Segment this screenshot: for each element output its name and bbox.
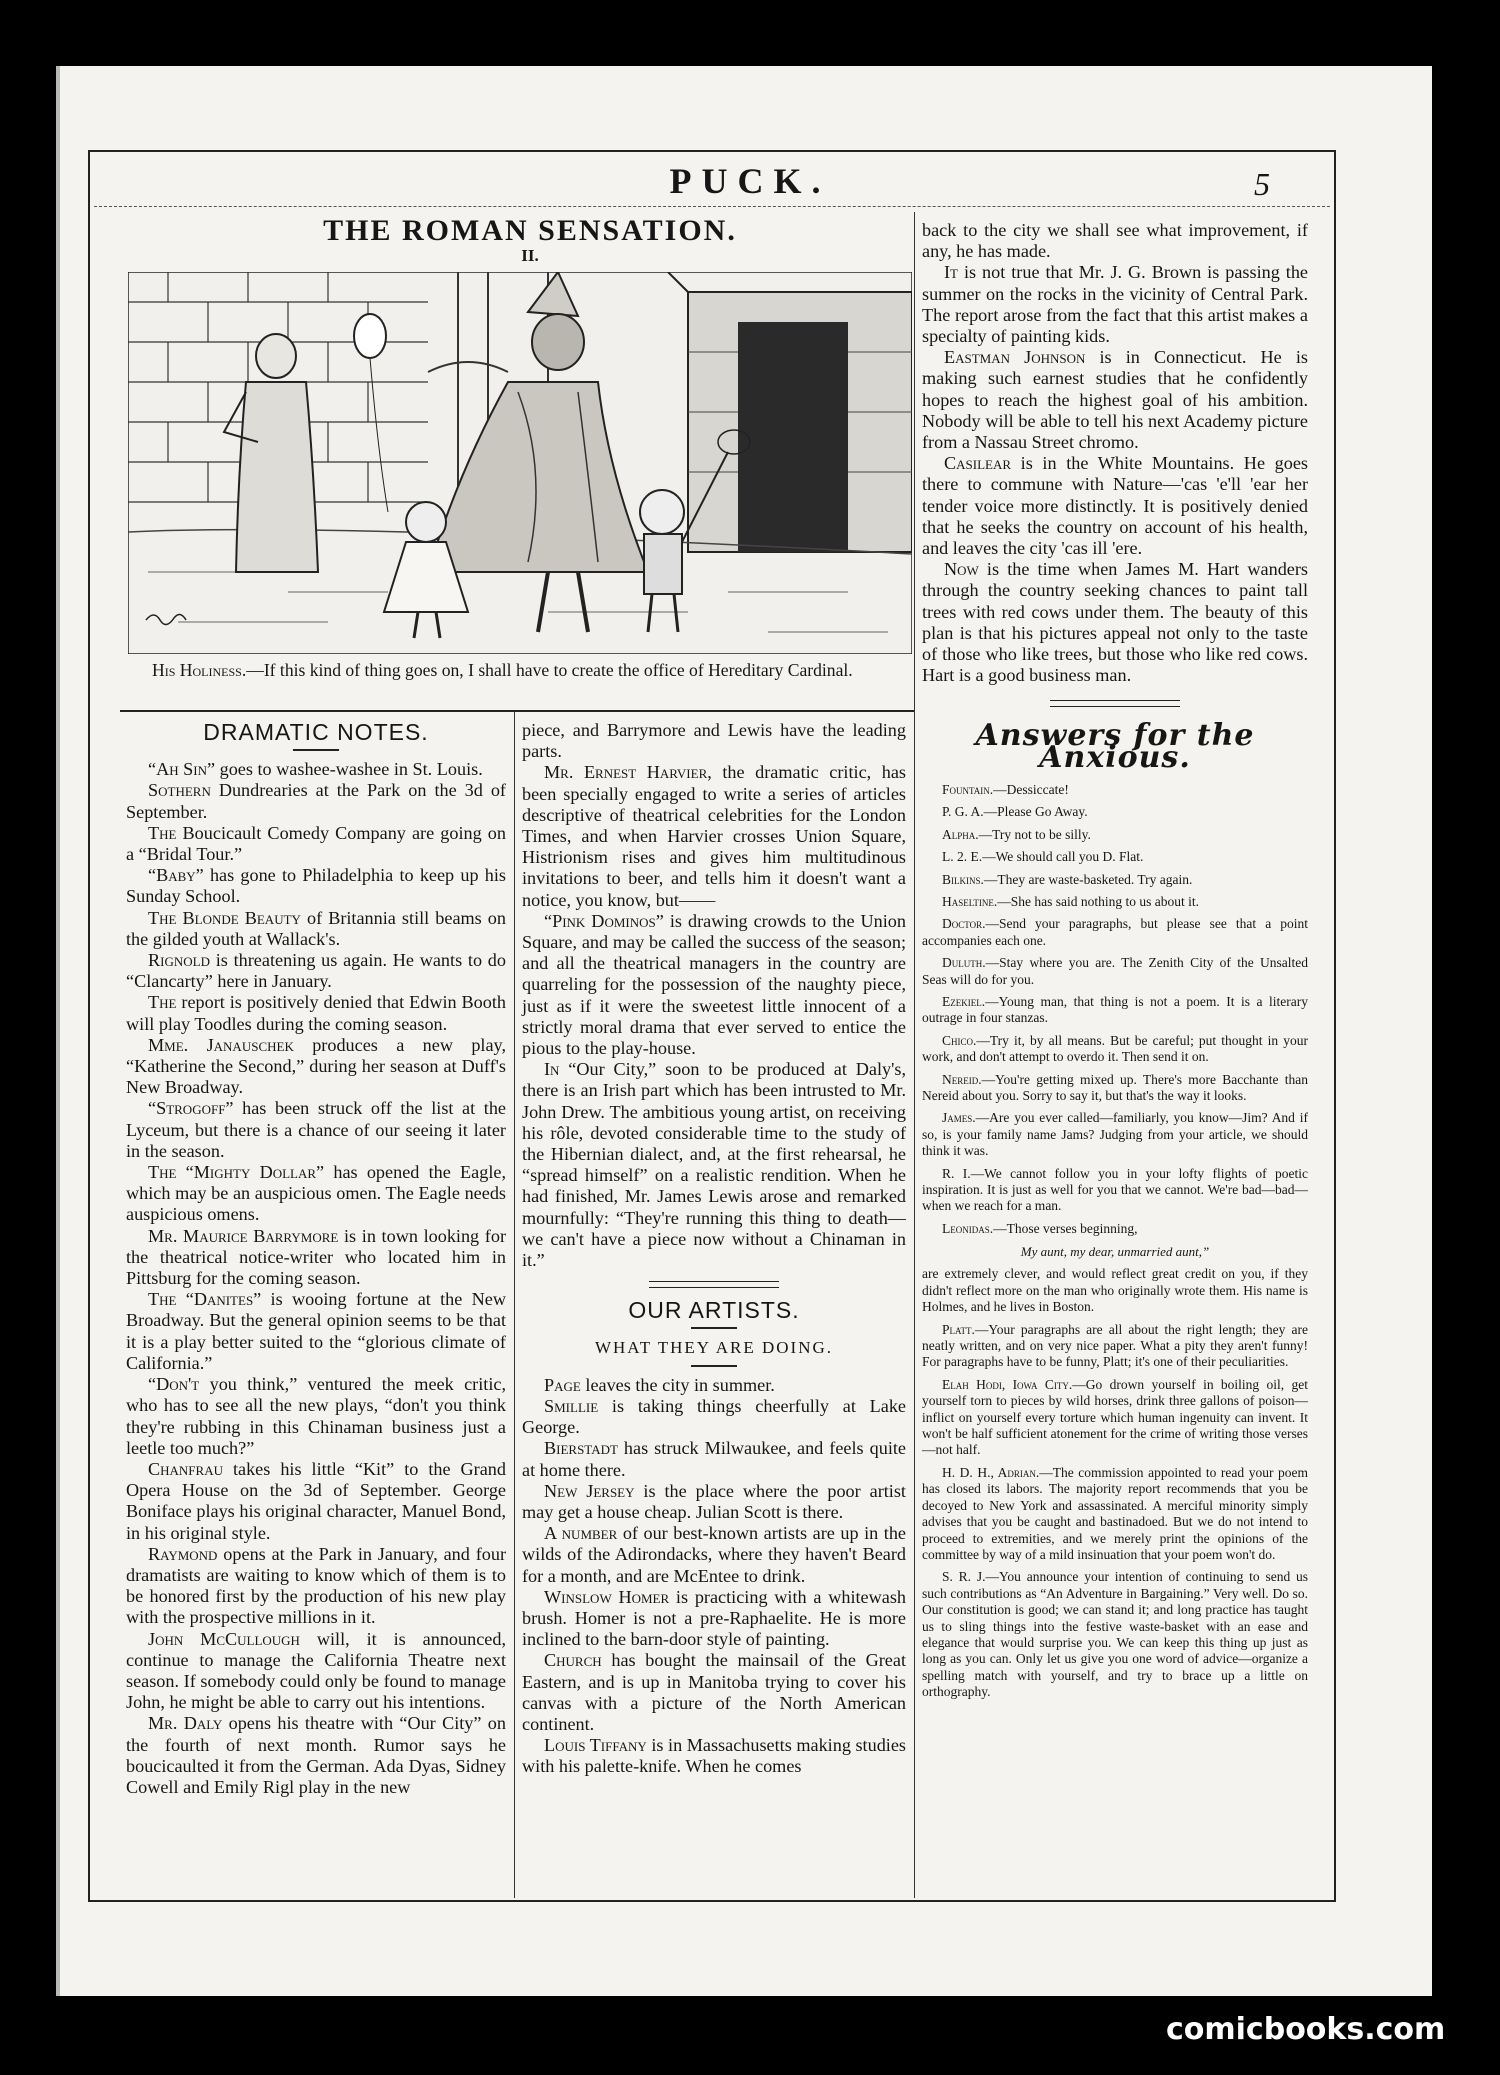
- paragraph-lead: Mme. Janauschek: [148, 1034, 294, 1055]
- paragraph: [922, 1322, 1308, 1371]
- paragraph-text: is practicing with a whitewash brush. Homer is not a pre-Raphaelite. He is more inclined to the barn-door style of painting.: [522, 1586, 906, 1650]
- paragraph-lead: Mr. Daly: [148, 1713, 223, 1734]
- answers-list: [922, 782, 1308, 1237]
- paragraph-lead: Alpha.: [942, 826, 979, 842]
- paragraph: [922, 453, 1308, 559]
- paragraph: [126, 865, 506, 907]
- paragraph: [922, 1221, 1308, 1237]
- paragraph-lead: John McCullough: [148, 1628, 300, 1649]
- paragraph: [126, 950, 506, 992]
- paragraph-text: is not true that Mr. J. G. Brown is passing the summer on the rocks in the vicinity of Central Park. The report arose from the fact that this artist makes a specialty of painting kids.: [922, 262, 1308, 347]
- cartoon-title: THE ROMAN SENSATION.: [323, 214, 737, 247]
- paragraph-text: —Your paragraphs are all about the right length; they are neatly written, and on very nice paper. What a pity they aren't funny! For paragraphs have to be funny, Platt; it's one of their peculiarities.: [922, 1321, 1308, 1370]
- paragraph-lead: Chico.: [942, 1032, 977, 1048]
- answers-quote: My aunt, my dear, unmarried aunt,”: [1020, 1244, 1210, 1260]
- header-rule: [94, 206, 1330, 207]
- paragraph-lead: Sothern: [148, 780, 211, 801]
- paragraph-lead: Chanfrau: [148, 1458, 223, 1479]
- paragraph: [522, 1587, 906, 1651]
- paragraph-text: has struck Milwaukee, and feels quite at home there.: [522, 1438, 906, 1480]
- paragraph-text: —Stay where you are. The Zenith City of the Unsalted Seas will do for you.: [922, 955, 1308, 987]
- right-paragraphs: [922, 262, 1308, 686]
- paragraph-text: —You're getting mixed up. There's more Bacchante than Nereid about you. Sorry to say it, but that's the way it looks.: [922, 1071, 1308, 1103]
- paragraph-lead: Fountain.: [942, 781, 994, 797]
- paragraph-lead: “Pink Dominos”: [544, 910, 664, 931]
- paragraph: [126, 1713, 506, 1798]
- paragraph-text: has opened the Eagle, which may be an auspicious omen. The Eagle needs auspicious omens.: [126, 1162, 506, 1225]
- paragraph: [922, 916, 1308, 949]
- continued-text: piece, and Barrymore and Lewis have the leading parts.: [522, 720, 906, 762]
- paragraph-lead: “Baby”: [148, 865, 204, 886]
- paragraph: [522, 1523, 906, 1587]
- paragraph-lead: Doctor.: [942, 916, 986, 932]
- paragraph: [922, 955, 1308, 988]
- paragraph: [126, 1226, 506, 1290]
- paragraph-text: Dundrearies at the Park on the 3d of September.: [126, 780, 506, 822]
- paragraph-text: of our best-known artists are up in the wilds of the Adirondacks, where they haven't Beard for a month, and are McEntee to drink.: [522, 1523, 906, 1586]
- paragraph: [126, 1544, 506, 1629]
- paragraph-lead: Winslow Homer: [544, 1586, 670, 1607]
- caption-speaker: His Holiness.: [152, 660, 247, 680]
- paragraph-text: produces a new play, “Katherine the Second,” during her season at Duff's New Broadway.: [126, 1034, 506, 1098]
- paragraph-text: —She has said nothing to us about it.: [997, 893, 1200, 909]
- answers-divider: [1050, 700, 1180, 707]
- paragraph-text: is threatening us again. He wants to do “Clancarty” here in January.: [126, 950, 506, 992]
- paragraph-lead: Smillie: [544, 1395, 599, 1416]
- paragraph-lead: Platt.: [942, 1321, 975, 1337]
- paragraph: [922, 894, 1308, 910]
- paragraph-text: is drawing crowds to the Union Square, and may be called the success of the season; and all the theatrical managers in the country are quarreling for the possession of the naughty piece, just as if it were the sweetest little innocent of a strictly moral drama that ever served to entice the pious to the play-house.: [522, 910, 906, 1059]
- paragraph-lead: “Strogoff”: [148, 1098, 234, 1119]
- paragraph-lead: Eastman Johnson: [944, 347, 1086, 368]
- paragraph: [922, 1569, 1308, 1700]
- paragraph-lead: S. R. J.: [942, 1569, 986, 1585]
- paragraph-text: of Britannia still beams on the gilded youth at Wallack's.: [126, 907, 506, 949]
- paragraph-text: goes to washee-washee in St. Louis.: [215, 759, 483, 780]
- paragraph-lead: Ezekiel.: [942, 993, 986, 1009]
- column-rule-middle: [514, 712, 515, 1898]
- paragraph-text: is wooing fortune at the New Broadway. But the general opinion seems to be that it is a play better suited to the “glorious climate of California.”: [126, 1289, 506, 1373]
- paragraph: [126, 823, 506, 865]
- paragraph: [126, 1459, 506, 1544]
- site-watermark: comicbooks.com: [1166, 2012, 1446, 2047]
- paragraph: [922, 1166, 1308, 1215]
- paragraph: [126, 1629, 506, 1714]
- paragraph: [522, 1396, 906, 1438]
- paragraph-text: has been struck off the list at the Lyceum, but there is a chance of our seeing it later in the season.: [126, 1098, 506, 1161]
- paragraph: [922, 872, 1308, 888]
- answers-title: Answers for the Anxious.: [975, 718, 1255, 775]
- paragraph-lead: Mr. Ernest Harvier: [544, 762, 708, 783]
- paragraph-lead: “Don't: [148, 1374, 200, 1395]
- right-column: [922, 220, 1308, 1707]
- paragraph-text: —Dessiccate!: [993, 781, 1069, 797]
- paragraph: [922, 1072, 1308, 1105]
- paragraph: [522, 1650, 906, 1735]
- paragraph-lead: James.: [942, 1110, 976, 1126]
- paragraph-lead: Church: [544, 1650, 602, 1671]
- paragraph-text: —Go drown yourself in boiling oil, get yourself torn to pieces by wild horses, drink three gallons of poison—inflict on yourself every torture which human ingenuity can invent. It won't be half sufficient atonement for the crime of writing those verses—not half.: [922, 1376, 1308, 1458]
- paragraph-text: has gone to Philadelphia to keep up his Sunday School.: [126, 865, 506, 907]
- paragraph-text: Boucicault Comedy Company are going on a “Bridal Tour.”: [126, 822, 506, 865]
- paragraph-lead: H. D. H., Adrian.: [942, 1464, 1040, 1480]
- paragraph: [522, 911, 906, 1059]
- paragraph: [126, 1162, 506, 1226]
- title-rule: [293, 749, 339, 751]
- paragraph-lead: The: [148, 992, 177, 1013]
- paragraph: [522, 1375, 906, 1396]
- paragraph: [922, 849, 1308, 865]
- our-artists-title: OUR ARTISTS.: [628, 1297, 800, 1324]
- paragraph-text: —The commission appointed to read your poem has closed its labors. The majority report recommends that you be decoyed to New York and assassinated. A merciful minority simply advises that you be caught and bastinadoed. But we do not intend to proceed to extremities, and we merely print the opinions of the committee by way of a mild insinuation that your poem won't do.: [922, 1464, 1308, 1562]
- answers-more-list: [922, 1322, 1308, 1701]
- page-number: 5: [1254, 166, 1270, 202]
- paragraph-lead: Now: [944, 559, 979, 580]
- paragraph-lead: Elah Hodi, Iowa City.: [942, 1376, 1073, 1392]
- paragraph-text: —You announce your intention of continuing to send us such contributions as “An Adventure in Bargaining.” Very well. Do so. Our constitution is good; we can stand it; and long practice has taught us to sling things into the festive waste-basket with an ease and elegance that would surprise you. We can keep this thing up just as long as you can. Only let us give you one word of advice—organize a spelling match with yourself, and try to brace up a little on orthography.: [922, 1569, 1308, 1700]
- paragraph-text: —Are you ever called—familiarly, you know—Jim? And if so, is your family name Jams? Judging from your article, we should think it was.: [922, 1110, 1308, 1159]
- paragraph: [126, 992, 506, 1034]
- paragraph-text: , the dramatic critic, has been specially engaged to write a series of articles descriptive of theatrical celebrities for the London Times, and when Harvier crosses Union Square, Histrionism rises and gives him multitudinous invitations to beer, and tells him it doesn't want a notice, you know, but——: [522, 762, 907, 910]
- paragraph-text: —Those verses beginning,: [993, 1220, 1138, 1236]
- paragraph-lead: “Ah Sin”: [148, 759, 216, 780]
- paragraph-lead: Bilkins.: [942, 871, 984, 887]
- paragraph: [922, 1377, 1308, 1459]
- paragraph-text: —Try it, by all means. But be careful; put thought in your work, and don't attempt to overdo it. Then send it on.: [922, 1032, 1308, 1065]
- paragraph-lead: Leonidas.: [942, 1220, 994, 1236]
- paragraph: [522, 1438, 906, 1480]
- paragraph-text: you think,” ventured the meek critic, who has to see all the new plays, “don't you think they're rubbing in this Chinaman business just a leetle too much?”: [126, 1374, 506, 1458]
- paragraph-lead: A number: [544, 1523, 618, 1544]
- paragraph: [522, 1481, 906, 1523]
- middle-paragraphs: [522, 762, 906, 1271]
- artists-title-rule: [691, 1327, 737, 1329]
- paragraph: [922, 994, 1308, 1027]
- paragraph-lead: Mr. Maurice Barrymore: [148, 1225, 339, 1246]
- paragraph-lead: Casilear: [944, 453, 1012, 474]
- paragraph: [126, 908, 506, 950]
- paragraph-lead: Nereid.: [942, 1071, 982, 1087]
- cartoon-caption: [132, 660, 908, 681]
- paragraph: [922, 559, 1308, 686]
- paragraph: [126, 759, 506, 780]
- paragraph-text: is the time when James M. Hart wanders through the country seeking chances to paint tall trees with red cows under them. The beauty of this plan is that his pictures appeal not only to the taste of those who like trees, but those who like red cows. Hart is a good business man.: [922, 559, 1308, 686]
- paragraph-lead: It: [944, 262, 958, 283]
- artists-list: [522, 1375, 906, 1778]
- paragraph-lead: Duluth.: [942, 955, 986, 971]
- answers-after-quote: are extremely clever, and would reflect great credit on you, if they didn't reflect more on the man who originally wrote them. His name is Holmes, and he lives in Boston.: [922, 1266, 1308, 1315]
- paragraph-text: is in Massachusetts making studies with his palette-knife. When he comes: [522, 1735, 907, 1777]
- paragraph: [126, 1098, 506, 1162]
- paragraph-text: is the place where the poor artist may get a house cheap. Julian Scott is there.: [522, 1480, 906, 1522]
- paragraph-text: —Send your paragraphs, but please see that a point accompanies each one.: [922, 916, 1308, 948]
- dramatic-notes-list: [126, 759, 506, 1798]
- paragraph: [126, 1035, 506, 1099]
- paragraph-lead: Louis Tiffany: [544, 1735, 647, 1756]
- masthead-title: PUCK.: [669, 161, 831, 201]
- paragraph: [922, 1110, 1308, 1159]
- paragraph-lead: The “Danites”: [148, 1289, 262, 1310]
- paragraph: [126, 780, 506, 822]
- middle-column: [522, 720, 906, 1778]
- paragraph-text: will, it is announced, continue to manage the California Theatre next season. If somebody could only be found to manage John, he might be able to carry out his intentions.: [126, 1628, 506, 1713]
- paragraph-text: is taking things cheerfully at Lake George.: [522, 1395, 906, 1438]
- paragraph: [522, 1059, 906, 1271]
- paragraph-text: —Try not to be silly.: [978, 826, 1091, 842]
- paragraph-lead: P. G. A.: [942, 804, 984, 820]
- paragraph: [922, 347, 1308, 453]
- paragraph-lead: The Blonde Beauty: [148, 907, 301, 928]
- cartoon-illustration: [128, 272, 912, 654]
- paragraph-text: takes his little “Kit” to the Grand Opera House on the 3d of September. George Boniface plays his original character, Manuel Bond, in his original style.: [126, 1458, 506, 1543]
- paragraph-lead: The: [148, 822, 177, 843]
- artists-subtitle-rule: [691, 1365, 737, 1367]
- paragraph-text: —We should call you D. Flat.: [982, 849, 1144, 865]
- paragraph-lead: In: [544, 1059, 560, 1080]
- paragraph-text: has bought the mainsail of the Great Eastern, and is up in Manitoba trying to cover his canvas with a picture of the North American continent.: [522, 1650, 906, 1734]
- paragraph-text: “Our City,” soon to be produced at Daly's, there is an Irish part which has been intrusted to Mr. John Drew. The ambitious young artist, on receiving his rôle, devoted considerable time to the study of the Hibernian dialect, and, at the first rehearsal, he “spread himself” on a realistic rendition. When he had finished, Mr. James Lewis arose and remarked mournfully: “They're running this thing to death—we can't have a piece now without a Chinaman in it.”: [522, 1059, 906, 1271]
- paragraph: [922, 804, 1308, 820]
- paragraph: [522, 1735, 906, 1777]
- paragraph-lead: Page: [544, 1374, 581, 1395]
- paragraph-lead: Bierstadt: [544, 1438, 618, 1459]
- cartoon-number: II.: [521, 246, 539, 265]
- paragraph-text: is in Connecticut. He is making such earnest studies that he confidently hopes to reach the highest goal of his ambition. Nobody will be able to tell his next Academy picture from a Nassau Street chromo.: [922, 347, 1308, 453]
- paragraph-lead: Haseltine.: [942, 893, 998, 909]
- paragraph: [522, 762, 906, 910]
- paragraph-lead: Rignold: [148, 950, 210, 971]
- paragraph: [922, 827, 1308, 843]
- dramatic-notes-column: [126, 719, 507, 1798]
- paragraph-text: opens his theatre with “Our City” on the fourth of next month. Rumor says he boucicaulted it from the German. Ada Dyas, Sidney Cowell and Emily Rigl play in the new: [126, 1713, 506, 1797]
- paragraph: [922, 1033, 1308, 1066]
- paragraph: [922, 1465, 1308, 1563]
- paragraph-lead: The “Mighty Dollar”: [148, 1162, 325, 1183]
- dramatic-notes-title: DRAMATIC NOTES.: [203, 719, 429, 745]
- paragraph-lead: R. I.: [942, 1165, 971, 1181]
- paragraph-text: is in the White Mountains. He goes there to commune with Nature—'cas 'e'll 'ear her tender voice more distinctly. It is positively denied that he seeks the country on account of his health, and leaves the city 'cas ill 'ere.: [922, 453, 1308, 559]
- section-divider: [649, 1281, 779, 1288]
- cartoon-bottom-rule: [120, 710, 914, 712]
- paragraph: [126, 1374, 506, 1459]
- paragraph-text: is in town looking for the theatrical notice-writer who located him in Pittsburg for the coming season.: [126, 1225, 507, 1289]
- paragraph-text: —Young man, that thing is not a poem. It is a literary outrage in four stanzas.: [922, 993, 1308, 1026]
- paragraph-text: leaves the city in summer.: [580, 1374, 775, 1395]
- column-rule-right: [914, 212, 915, 1898]
- paragraph-lead: Raymond: [148, 1543, 218, 1564]
- right-continued-text: back to the city we shall see what improvement, if any, he has made.: [922, 220, 1308, 262]
- paragraph-lead: New Jersey: [544, 1480, 635, 1501]
- paragraph: [922, 782, 1308, 798]
- paragraph-text: —Please Go Away.: [983, 804, 1088, 820]
- paragraph: [126, 1289, 506, 1374]
- our-artists-subtitle: WHAT THEY ARE DOING.: [594, 1338, 833, 1358]
- paragraph-text: report is positively denied that Edwin Booth will play Toodles during the coming season.: [126, 992, 506, 1034]
- paragraph-text: —They are waste-basketed. Try again.: [983, 871, 1193, 887]
- paragraph-text: —We cannot follow you in your lofty flights of poetic inspiration. It is just as well for you that we cannot. We're bad—bad—when we reach for a man.: [922, 1165, 1308, 1214]
- paragraph-lead: L. 2. E.: [942, 849, 983, 865]
- paragraph: [922, 262, 1308, 347]
- caption-text: —If this kind of thing goes on, I shall have to create the office of Hereditary Cardinal.: [246, 660, 853, 680]
- paragraph-text: opens at the Park in January, and four dramatists are waiting to know which of them is to be honored first by the production of his new play with the prospective millions in it.: [126, 1543, 506, 1628]
